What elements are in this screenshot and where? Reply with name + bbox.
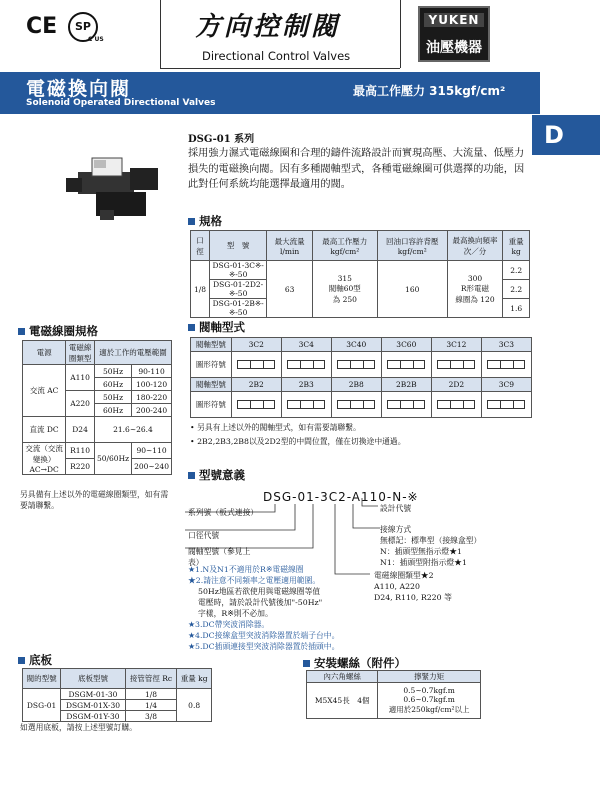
model-conn-item: N1：插頭型附指示燈★1 [380,558,467,567]
spool-symbol-icon [387,400,425,409]
coil-type: D24 [66,417,95,443]
csa-mark-sub: C US [88,36,104,43]
logo-sub: 油壓機器 [426,40,482,56]
spool-code: 2D2 [431,378,481,392]
coil-title: 電磁線圈規格 [29,324,98,338]
base-header: 底板型號 [61,669,126,689]
coil-type: A110 [66,365,95,391]
model-footnote: ★3.DC帶突波消除器。 [188,620,270,629]
spool-heading [188,319,245,335]
spec-pressure-note: 為 250 [332,294,357,304]
coil-header: 電源 [23,341,66,365]
spec-table [190,230,530,318]
base-valve: DSG-01 [23,689,61,722]
spool-symbol-icon [337,360,375,369]
model-heading [188,467,245,483]
screw-torque: 0.6~0.7kgf.m [403,695,455,704]
coil-note: 另具備有上述以外的電磁線圈類型，如有需要請聯繫。 [20,490,169,510]
model-conn-item: N：插頭型無指示燈★1 [380,547,462,556]
spec-model: DSG-01-2D2-※-50 [209,280,266,299]
spool-code: 3C60 [381,338,431,352]
spool-table [190,337,532,418]
spec-model: DSG-01-3C※-※-50 [209,261,266,280]
base-title: 底板 [29,653,52,667]
model-conn-item: 無標記：標準型（接線盒型） [380,536,482,545]
csa-mark: SP [68,12,98,42]
spool-label: 圖形符號 [191,392,232,418]
spool-note: • 2B2,2B3,2B8以及2D2型的中間位置，僅在切換途中通過。 [190,437,406,446]
spec-header: 回油口容許背壓 kgf/cm² [377,231,447,261]
base-plate: DSGM-01Y-30 [61,711,126,722]
header-title-cn: 方向控制閥 [195,12,341,42]
model-footnote: 電壓時，請於設計代號後加"-50Hz" [198,598,323,607]
coil-header: 適於工作的電壓範圍 [94,341,171,365]
spool-code: 2B2B [381,378,431,392]
spec-freq: 300 [467,273,483,283]
spool-code: 2B8 [331,378,381,392]
screw-heading [303,655,406,671]
spool-title: 閥軸型式 [199,320,245,334]
model-coiltype-item: D24, R110, R220 等 [374,593,452,602]
yuken-logo [418,6,490,62]
coil-range: 90~110 [132,443,172,459]
section-banner [0,72,540,114]
coil-table [22,340,172,475]
header-left-rule [160,0,161,68]
spec-model: DSG-01-2B※-※-50 [209,299,266,318]
coil-freq: 50/60Hz [94,443,131,475]
model-footnote: 字樣，R※則不必加。 [198,609,273,618]
banner-pressure: 最高工作壓力 315kgf/cm² [353,84,506,98]
spool-symbol-icon [337,400,375,409]
base-heading [18,652,52,668]
base-note: 如選用底板，請按上述型號訂購。 [20,723,137,732]
spool-code: 3C40 [331,338,381,352]
spool-symbol-icon [487,360,525,369]
spool-symbol-icon [437,400,475,409]
spool-symbol-icon [287,360,325,369]
model-footnote: ★5.DC插頭連接型突波消除器置於插頭中。 [188,642,340,651]
base-rc: 1/4 [125,700,177,711]
screw-torque-note: 適用於250kgf/cm²以上 [388,705,470,714]
screw-spec: M5X45長 4個 [307,683,378,719]
model-connection [380,524,481,568]
model-coiltype [374,570,452,603]
screw-torque-cell [378,683,481,719]
banner-title-en: Solenoid Operated Directional Valves [26,98,216,108]
base-header: 接管管徑 Rc [125,669,177,689]
spec-title: 規格 [199,214,222,228]
model-conn-title: 接線方式 [380,525,412,534]
model-footnote: ★4.DC接線盒型突波消除器置於端子台中。 [188,631,340,640]
model-footnote: 50Hz地區若欲使用與電磁線圈等值 [198,587,321,596]
spool-code: 2B3 [281,378,331,392]
screw-title: 安裝螺絲（附件） [314,656,406,670]
model-design-leader [360,498,380,510]
section-tab: D [532,115,600,155]
spec-freq-note: 線圈為 120 [455,294,495,304]
banner-title-cn: 電磁換向閥 [26,78,132,100]
coil-range: 90-110 [132,365,172,378]
coil-freq: 60Hz [94,378,131,391]
base-rc: 3/8 [125,711,177,722]
spec-pressure: 315 [337,273,352,283]
base-rc: 1/8 [125,689,177,700]
spec-size: 1/8 [191,261,210,318]
spec-freq-cell [447,261,503,318]
spec-header: 重量 kg [503,231,530,261]
spool-symbol-icon [437,360,475,369]
spec-flow: 63 [267,261,312,318]
header-right-rule [400,0,401,68]
spec-pressure-note: 閥軸60型 [328,283,361,293]
header-divider [160,68,400,69]
header-title-en: Directional Control Valves [202,49,351,63]
coil-ac: 交流 AC [23,365,66,417]
spec-header: 最高工作壓力 kgf/cm² [312,231,377,261]
coil-type: A220 [66,391,95,417]
spool-code: 3C3 [481,338,531,352]
coil-freq: 50Hz [94,365,131,378]
base-header: 閥的型號 [23,669,61,689]
spec-weight: 2.2 [503,261,530,280]
coil-freq: 50Hz [94,391,131,404]
spec-weight: 1.6 [503,299,530,318]
base-plate: DSGM-01-30 [61,689,126,700]
spool-label: 圖形符號 [191,352,232,378]
model-series: 系列號（板式連接） [188,508,259,517]
spool-code: 3C9 [481,378,531,392]
screw-torque: 0.5~0.7kgf.m [403,686,455,695]
valve-illustration [60,150,175,225]
coil-range: 180-220 [132,391,172,404]
spec-header: 最高換向頻率 次／分 [447,231,503,261]
spool-code: 3C4 [281,338,331,352]
series-name: DSG-01 系列 [188,134,255,145]
logo-brand: YUKEN [424,13,484,27]
coil-acdc: 交流（交流變換）AC→DC [23,443,66,475]
model-code: DSG-01-3C2-A110-N-※ [263,490,419,504]
coil-freq: 60Hz [94,404,131,417]
spool-code: 2B2 [231,378,281,392]
spec-header: 最大流量 l/min [267,231,312,261]
coil-type: R110 [66,443,95,459]
coil-dc: 直流 DC [23,417,66,443]
coil-heading [18,323,98,339]
base-header: 重量 kg [177,669,212,689]
spool-note: • 另具有上述以外的閥軸型式，如有需要請聯繫。 [190,423,361,432]
screw-table [306,670,481,719]
model-coiltype-item: A110, A220 [374,582,420,591]
model-spool: 閥軸型號（參見上表） [188,547,251,567]
spec-header: 型 號 [209,231,266,261]
spec-freq-note: R形電磁 [460,283,490,293]
model-port: 口徑代號 [188,531,220,540]
spool-symbol-icon [387,360,425,369]
ce-mark: CE [26,14,58,39]
spool-label: 閥軸型號 [191,338,232,352]
screw-header: 內六角螺絲 [307,671,378,683]
coil-type: R220 [66,459,95,475]
coil-range: 100-120 [132,378,172,391]
base-table [22,668,212,722]
model-title: 型號意義 [199,468,245,482]
model-footnote: ★1.N及N1不適用於R※電磁線圈 [188,565,304,574]
coil-header: 電磁線圈類型 [66,341,95,365]
spool-symbol-icon [237,360,275,369]
spec-heading [188,213,222,229]
spool-symbol-icon [287,400,325,409]
model-footnote: ★2.請注意不同頻率之電壓適用範圍。 [188,576,321,585]
series-description: 採用強力濕式電磁線圈和合理的鑄件流路設計而實現高壓、大流量、低壓力損失的電磁換向閥。因有多種閥軸型式，各種電磁線圈可供選擇的功能，因此對任何系統均能選擇最適用的閥。 [188,148,525,190]
spool-code: 3C2 [231,338,281,352]
screw-header: 擰緊力矩 [378,671,481,683]
spool-label: 閥軸型號 [191,378,232,392]
spec-header: 口徑 [191,231,210,261]
model-footnotes [188,564,339,652]
spool-symbol-icon [487,400,525,409]
model-design: 設計代號 [380,504,412,513]
coil-range: 21.6~26.4 [94,417,171,443]
coil-range: 200-240 [132,404,172,417]
spec-backpressure: 160 [377,261,447,318]
spool-symbol-icon [237,400,275,409]
base-weight: 0.8 [177,689,212,722]
spool-code: 3C12 [431,338,481,352]
coil-range: 200~240 [132,459,172,475]
spec-weight: 2.2 [503,280,530,299]
base-plate: DSGM-01X-30 [61,700,126,711]
spec-pressure-cell [312,261,377,318]
model-coiltype-title: 電磁線圈類型★2 [374,571,434,580]
